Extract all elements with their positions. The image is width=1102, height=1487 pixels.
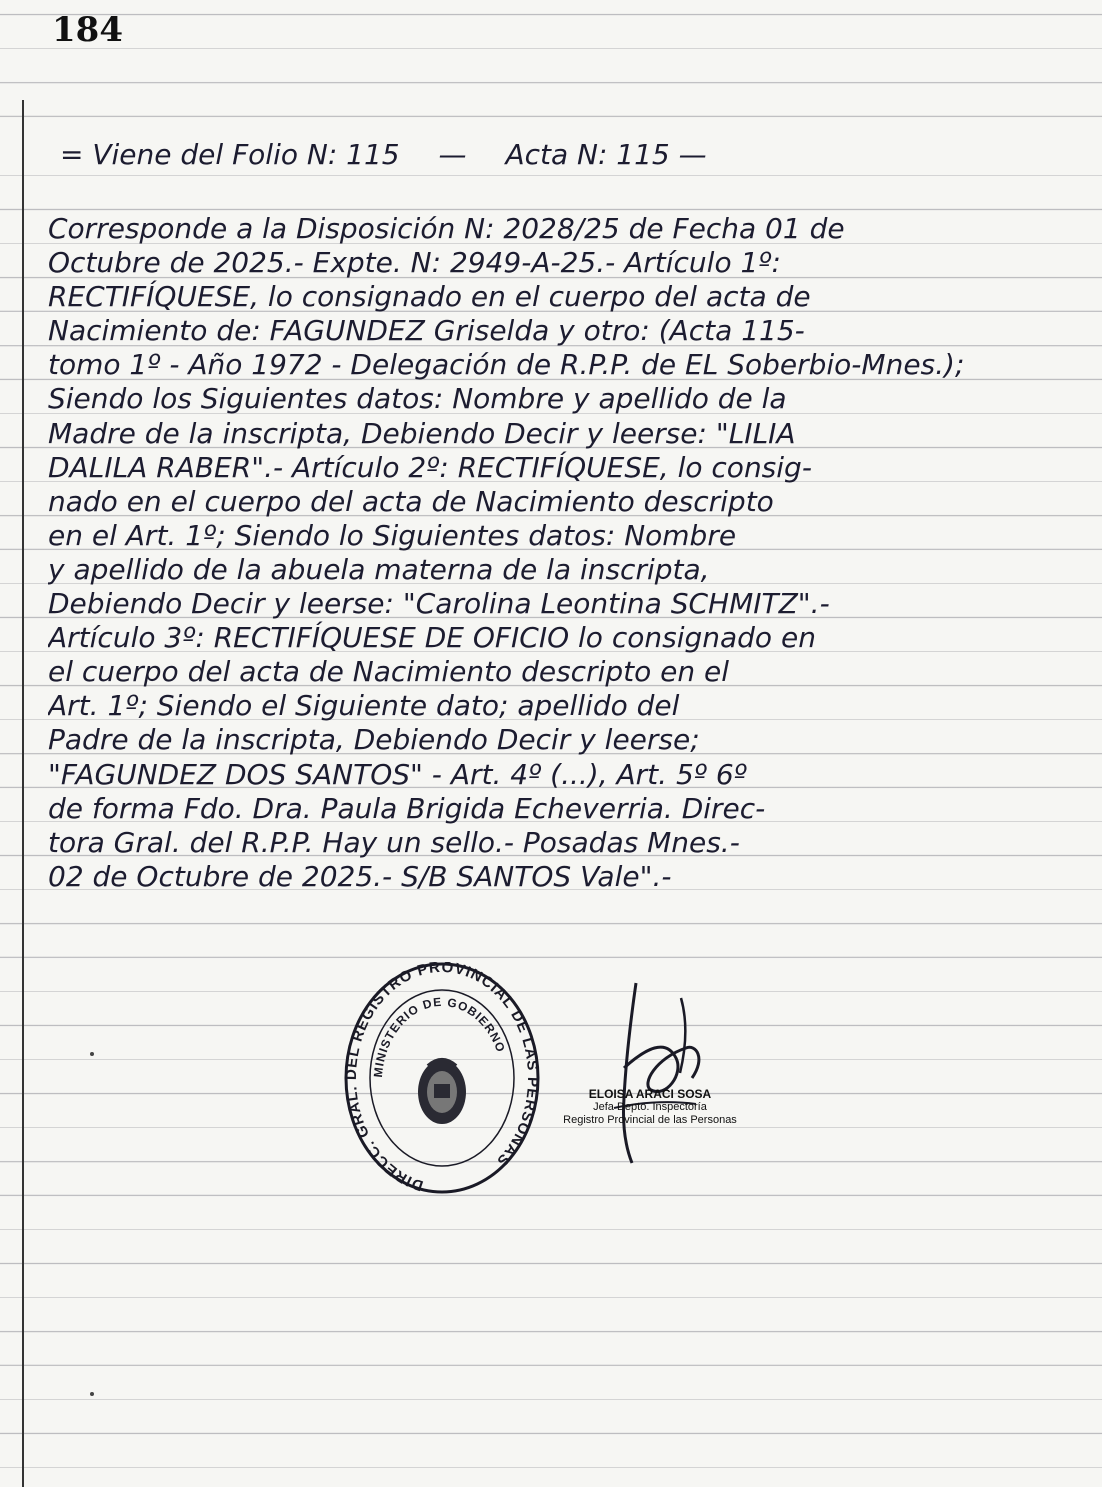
body-line: Padre de la inscripta, Debiendo Decir y leerse; <box>48 723 700 757</box>
body-line: Madre de la inscripta, Debiendo Decir y leerse: "LILIA <box>48 416 796 450</box>
stamp-title: Jefa Depto. Inspectoría <box>593 1101 707 1113</box>
body-line: el cuerpo del acta de Nacimiento descripto en el <box>48 655 730 689</box>
stamp-office: Registro Provincial de las Personas <box>563 1114 737 1126</box>
margin-line <box>22 100 24 1487</box>
body-line: RECTIFÍQUESE, lo consignado en el cuerpo del acta de <box>48 280 811 314</box>
body-line: de forma Fdo. Dra. Paula Brigida Echeverria. Direc- <box>48 791 766 825</box>
svg-text:MINISTERIO DE GOBIERNO: MINISTERIO DE GOBIERNO <box>370 994 509 1079</box>
stamp-name: ELOISA ARACI SOSA <box>588 1087 712 1101</box>
margin-mark <box>90 1052 94 1056</box>
body-line: Siendo los Siguientes datos: Nombre y apellido de la <box>48 382 787 416</box>
body-line: nado en el cuerpo del acta de Nacimiento descripto <box>48 484 774 518</box>
body-line: DALILA RABER".- Artículo 2º: RECTIFÍQUESE, lo consig- <box>48 450 812 484</box>
body-line: Corresponde a la Disposición N: 2028/25 de Fecha 01 de <box>48 212 845 245</box>
from-folio-text: = Viene del Folio N: 115 <box>60 138 400 171</box>
body-line: en el Art. 1º; Siendo lo Siguientes datos: Nombre <box>48 518 737 552</box>
act-number-text: Acta N: 115 — <box>505 138 707 171</box>
svg-text:DIRECC. GRAL. DEL REGISTRO PRO: DIRECC. GRAL. DEL REGISTRO PROVINCIAL DE LAS PERSONAS <box>342 962 542 1195</box>
official-seal <box>342 962 542 1202</box>
header-dash: — <box>438 138 467 171</box>
body-line: Art. 1º; Siendo el Siguiente dato; apellido del <box>48 689 680 723</box>
handwritten-signature <box>596 978 716 1168</box>
coat-of-arms-icon <box>418 1060 466 1124</box>
body-line: 02 de Octubre de 2025.- S/B SANTOS Vale".- <box>48 859 672 893</box>
body-line: Artículo 3º: RECTIFÍQUESE DE OFICIO lo consignado en <box>48 621 816 655</box>
folio-number: 184 <box>52 10 123 50</box>
margin-mark <box>90 1392 94 1396</box>
handwritten-body <box>48 212 1048 894</box>
signature-stamp <box>540 1088 760 1127</box>
body-line: Debiendo Decir y leerse: "Carolina Leontina SCHMITZ".- <box>48 587 830 621</box>
body-line: Nacimiento de: FAGUNDEZ Griselda y otro: (Acta 115- <box>48 314 805 348</box>
body-line: tomo 1º - Año 1972 - Delegación de R.P.P. de EL Soberbio-Mnes.); <box>48 348 965 382</box>
body-line: "FAGUNDEZ DOS SANTOS" - Art. 4º (...), Art. 5º 6º <box>48 757 747 791</box>
body-line: tora Gral. del R.P.P. Hay un sello.- Posadas Mnes.- <box>48 825 740 859</box>
body-line: y apellido de la abuela materna de la inscripta, <box>48 552 710 586</box>
body-line: Octubre de 2025.- Expte. N: 2949-A-25.- Artículo 1º: <box>48 246 781 280</box>
header-line <box>60 138 1070 171</box>
